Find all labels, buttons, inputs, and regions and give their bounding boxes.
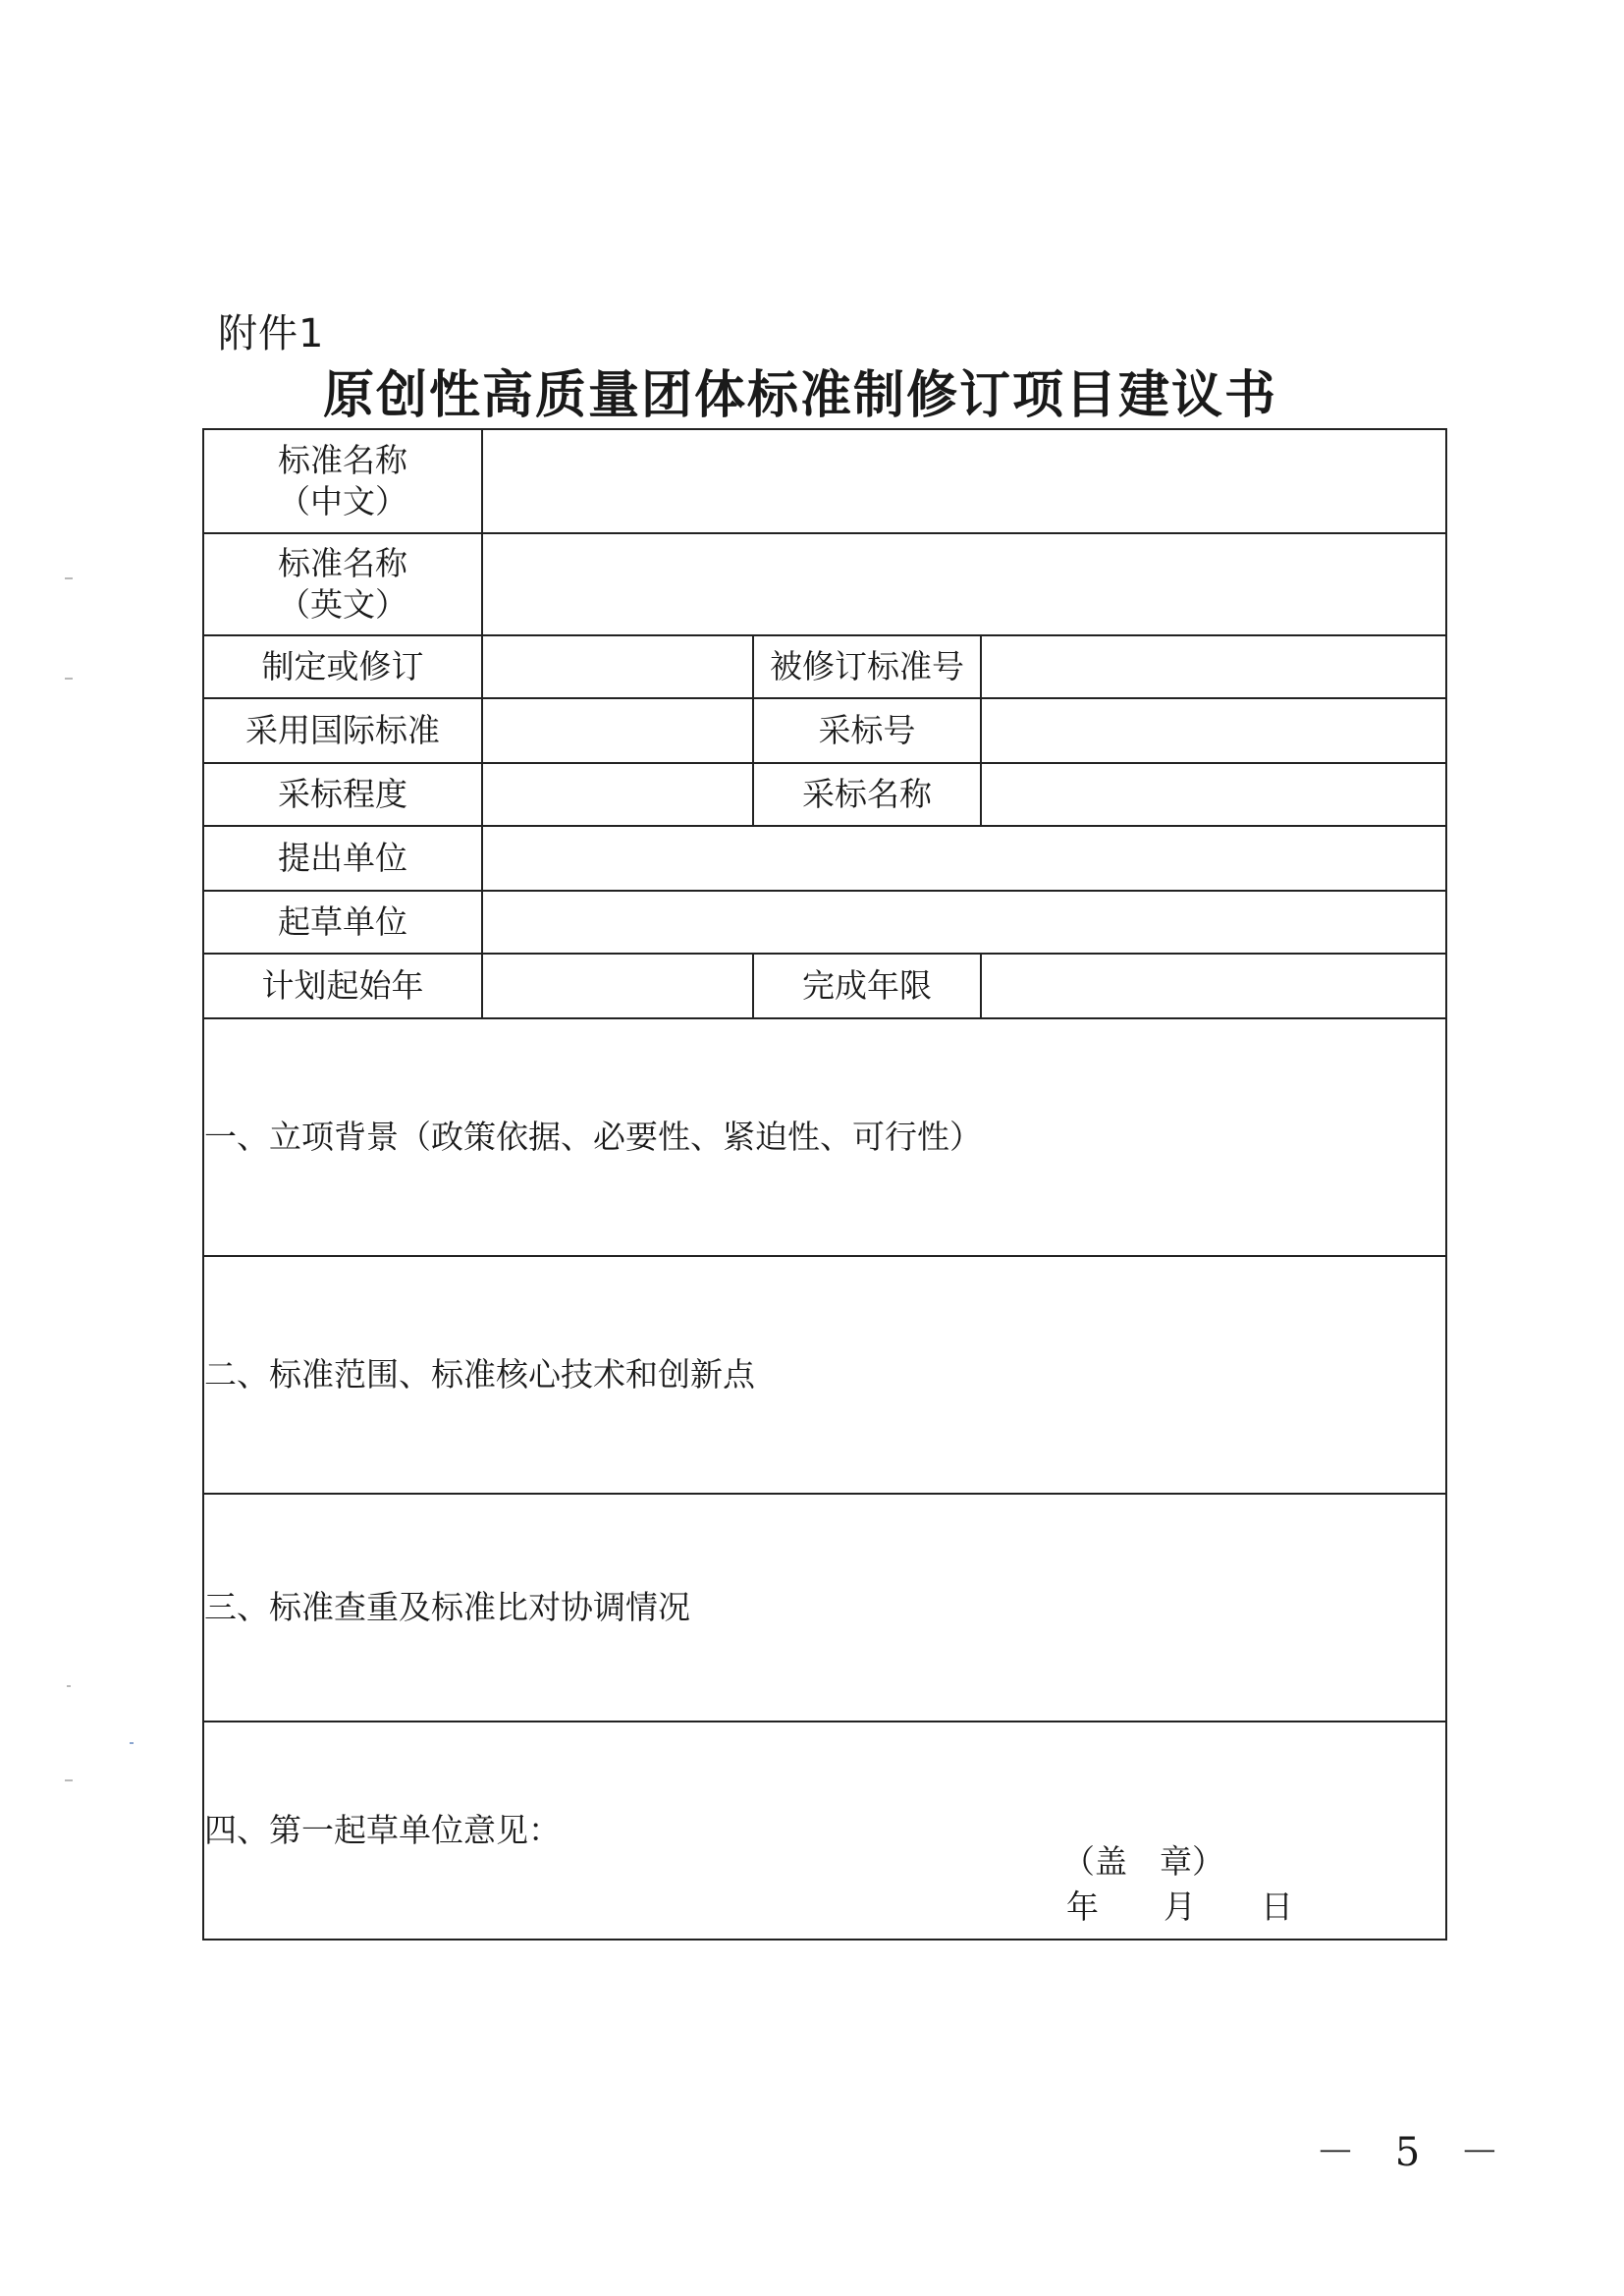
label-name-cn-line1: 标准名称: [278, 441, 407, 479]
document-title-text: 原创性高质量团体标准制修订项目建议书: [322, 365, 1277, 425]
field-proposer[interactable]: [482, 826, 1446, 891]
scan-mark: [65, 1779, 73, 1781]
label-adoption-name: 采标名称: [753, 763, 981, 826]
section-background-heading: 一、立项背景（政策依据、必要性、紧迫性、可行性）: [204, 1118, 982, 1156]
date-label: 年 月 日: [1066, 1887, 1293, 1926]
label-name-cn-line2: （中文）: [278, 482, 407, 520]
section-duplicate-heading: 三、标准查重及标准比对协调情况: [204, 1588, 690, 1626]
row-drafter: [203, 891, 1446, 954]
label-name-cn: [203, 429, 482, 533]
label-proposer: 提出单位: [203, 826, 482, 891]
field-name-cn[interactable]: [482, 429, 1446, 533]
scan-mark: [65, 678, 73, 680]
row-section-3: [203, 1494, 1446, 1722]
field-start-year[interactable]: [482, 954, 753, 1018]
field-revised-standard-no[interactable]: [981, 635, 1446, 698]
label-adoption-no: 采标号: [753, 698, 981, 763]
field-name-en[interactable]: [482, 533, 1446, 635]
field-adoption-no[interactable]: [981, 698, 1446, 763]
section-scope-innovation[interactable]: [203, 1256, 1446, 1494]
label-name-en-line1: 标准名称: [278, 544, 407, 582]
label-name-en-line2: （英文）: [278, 585, 407, 624]
field-adoption-degree[interactable]: [482, 763, 753, 826]
row-name-cn: [203, 429, 1446, 533]
row-revise: [203, 635, 1446, 698]
section-opinion-heading: 四、第一起草单位意见：: [204, 1811, 561, 1849]
scan-mark: [130, 1742, 134, 1744]
row-section-2: [203, 1256, 1446, 1494]
proposal-form-table: [202, 428, 1447, 1941]
row-plan: [203, 954, 1446, 1018]
label-revise-type: 制定或修订: [203, 635, 482, 698]
seal-label: （盖 章）: [1062, 1842, 1224, 1881]
row-intl: [203, 698, 1446, 763]
field-revise-type[interactable]: [482, 635, 753, 698]
field-adoption-name[interactable]: [981, 763, 1446, 826]
section-scope-heading: 二、标准范围、标准核心技术和创新点: [204, 1355, 755, 1394]
label-start-year: 计划起始年: [203, 954, 482, 1018]
field-intl-standard[interactable]: [482, 698, 753, 763]
attachment-label: 附件1: [218, 311, 325, 356]
label-completion-deadline: 完成年限: [753, 954, 981, 1018]
field-drafter[interactable]: [482, 891, 1446, 954]
row-proposer: [203, 826, 1446, 891]
row-degree: [203, 763, 1446, 826]
scan-mark: [65, 577, 73, 579]
page-number: － 5 －: [1316, 2130, 1513, 2175]
field-completion-deadline[interactable]: [981, 954, 1446, 1018]
row-name-en: [203, 533, 1446, 635]
label-revised-standard-no: 被修订标准号: [753, 635, 981, 698]
document-title: [0, 354, 1624, 427]
label-drafter: 起草单位: [203, 891, 482, 954]
row-section-1: [203, 1018, 1446, 1256]
scan-mark: [67, 1685, 71, 1687]
section-duplicate-check[interactable]: [203, 1494, 1446, 1722]
label-adoption-degree: 采标程度: [203, 763, 482, 826]
label-name-en: [203, 533, 482, 635]
label-intl-standard: 采用国际标准: [203, 698, 482, 763]
section-background[interactable]: [203, 1018, 1446, 1256]
